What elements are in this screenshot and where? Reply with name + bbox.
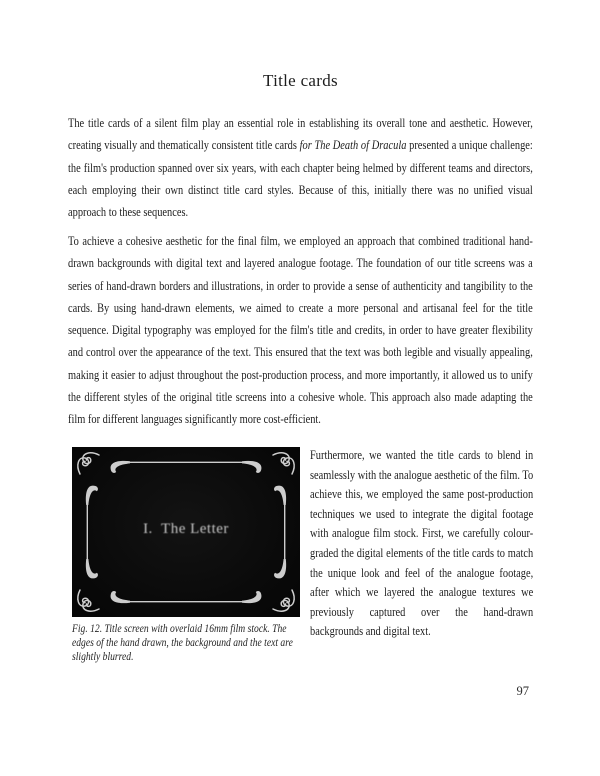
frame-corner-top-left [78,453,130,505]
paragraph-blending: Furthermore, we wanted the title cards to blend in seamlessly with the analogue aesthetic of the film. To achieve this, we employed the same post-production techniques we used to integrate the digital footage with analogue film stock. First, we carefully colour-graded the digital elements of the title cards to match the unique look and feel of the analogue footage, after which we layered the analogue textures we previously captured over the hand-drawn backgrounds and digital text. [310,447,534,639]
page-number: 97 [516,684,529,698]
title-card-text: I. The Letter [143,521,229,537]
page-title: Title cards [263,71,338,90]
frame-corner-bottom-left [78,559,130,611]
frame-corner-top-right [242,453,294,505]
frame-corner-bottom-right [242,559,294,611]
figure-caption: Fig. 12. Title screen with overlaid 16mm film stock. The edges of the hand drawn, the background and the text are slightly blurred. [72,621,293,663]
title-card-image [72,447,300,617]
page-content [68,0,533,776]
paragraph-intro: The title cards of a silent film play an essential role in establishing its overall tone and aesthetic. However, creating visually and thematically consistent title cards for The Death of Dracula presented a unique challenge: the film's production spanned over six years, with each chapter being helmed by different teams and directors, each employing their own distinct title card styles. Because of this, initially there was no unified visual approach to these sequences. [68,115,533,220]
paragraph-approach: To achieve a cohesive aesthetic for the final film, we employed an approach that combined traditional hand-drawn backgrounds with digital text and layered analogue footage. The foundation of our title screens was a series of hand-drawn borders and illustrations, in order to provide a sense of authenticity and tangibility to the cards. By using hand-drawn elements, we aimed to create a more personal and artisanal feel for the title sequence. Digital typography was employed for the film's title and credits, in order to have greater flexibility and control over the appearance of the text. This ensured that the text was both legible and visually appealing, making it easier to adjust throughout the post-production process, and more importantly, it allowed us to unify the different styles of the original title screens into a cohesive whole. This approach also made adapting the film for different languages significantly more cost-efficient. [68,233,533,427]
figure-title-card [72,447,300,663]
